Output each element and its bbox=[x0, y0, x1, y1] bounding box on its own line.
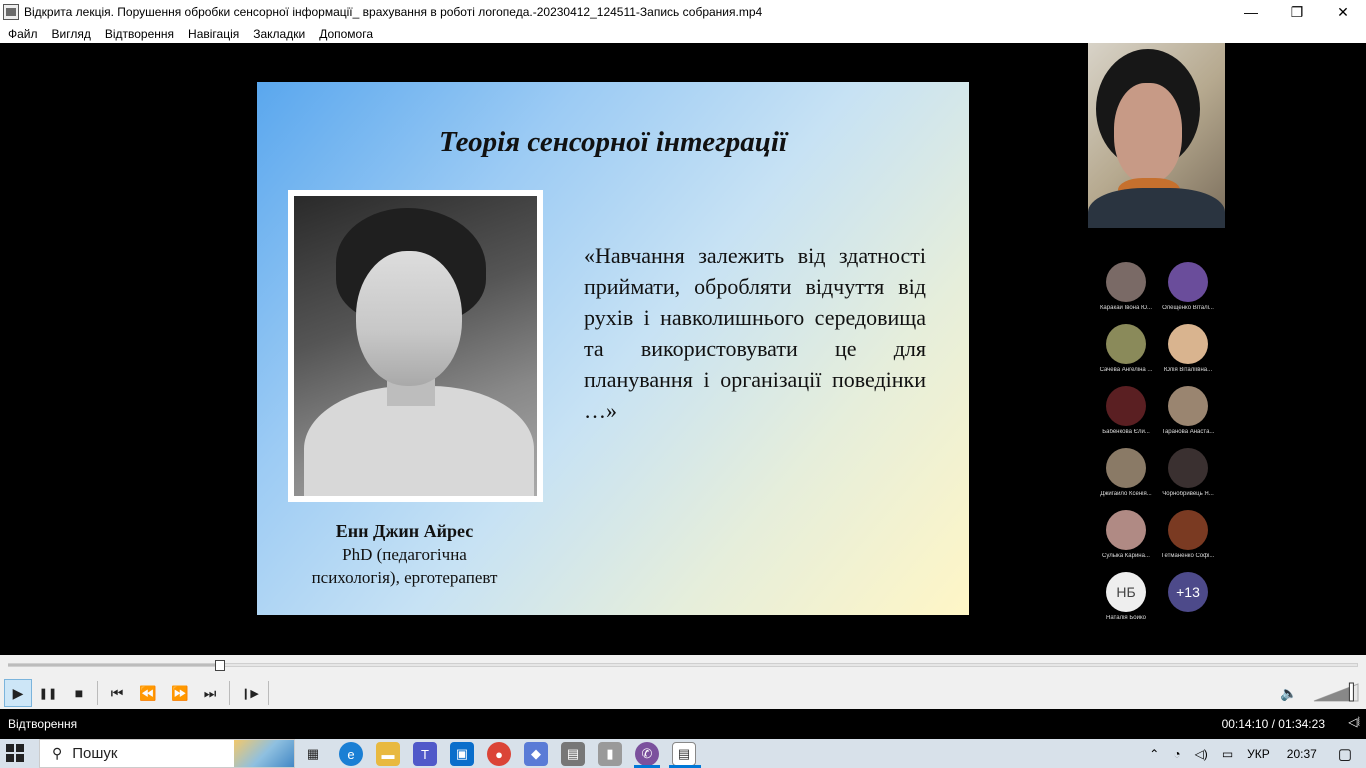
menu-view[interactable]: Вигляд bbox=[51, 26, 91, 41]
notifications-icon[interactable]: ▢ bbox=[1337, 745, 1352, 763]
slide-quote: «Навчання залежить від здатності приймати, обробляти відчуття від рухів і навколишнього середовища та використовувати це для планування і організації поведінки …» bbox=[584, 243, 926, 423]
title-bar bbox=[0, 0, 1366, 24]
volume-slider[interactable] bbox=[1312, 681, 1362, 705]
stop-button[interactable]: ■ bbox=[74, 685, 84, 701]
taskbar-search[interactable] bbox=[39, 739, 295, 768]
participant-avatar bbox=[1168, 386, 1208, 426]
portrait-caption bbox=[277, 520, 532, 589]
media-player-taskbar-icon[interactable]: ▤ bbox=[672, 742, 696, 766]
calculator-icon[interactable]: ▤ bbox=[561, 742, 585, 766]
participant-tile bbox=[1094, 510, 1158, 559]
battery-icon[interactable]: ▭ bbox=[1221, 746, 1234, 761]
network-icon[interactable]: ◔ bbox=[1173, 746, 1181, 761]
participant-name: Олещенко Віталі... bbox=[1162, 305, 1214, 311]
speaker-mute-icon[interactable]: ◁⦚ bbox=[1348, 715, 1360, 729]
more-participants-badge[interactable]: +13 bbox=[1168, 572, 1208, 612]
search-highlight-image bbox=[234, 740, 294, 768]
previous-button[interactable]: ⏮ bbox=[110, 684, 124, 701]
menu-navigation[interactable]: Навігація bbox=[188, 26, 240, 41]
system-tray bbox=[1142, 739, 1366, 768]
viber-icon[interactable]: ✆ bbox=[635, 742, 659, 766]
participant-avatar bbox=[1168, 262, 1208, 302]
participant-avatar: НБ bbox=[1106, 572, 1146, 612]
media-player-app-icon bbox=[3, 4, 19, 20]
participant-avatar bbox=[1106, 448, 1146, 488]
menu-file[interactable]: Файл bbox=[8, 26, 38, 41]
menu-playback[interactable]: Відтворення bbox=[104, 26, 175, 41]
restore-button[interactable]: ❐ bbox=[1290, 3, 1304, 20]
status-bar bbox=[0, 709, 1366, 739]
store-icon[interactable]: ▣ bbox=[450, 742, 474, 766]
participant-tile bbox=[1156, 386, 1220, 435]
file-explorer-icon[interactable]: ▬ bbox=[376, 742, 400, 766]
pause-button[interactable]: ❚❚ bbox=[38, 687, 58, 700]
seek-bar[interactable] bbox=[0, 655, 1366, 677]
participant-name: Сачева Ангеліна ... bbox=[1099, 367, 1153, 373]
participant-tile bbox=[1094, 572, 1158, 621]
fast-forward-button[interactable]: ⏩ bbox=[171, 684, 189, 701]
seek-thumb[interactable] bbox=[215, 660, 225, 671]
participant-name: Наталія Бойко bbox=[1106, 615, 1146, 621]
participant-avatar bbox=[1106, 324, 1146, 364]
chrome-icon[interactable]: ● bbox=[487, 742, 511, 766]
playback-controls bbox=[0, 677, 1366, 709]
clock[interactable]: 20:37 bbox=[1286, 746, 1317, 761]
participant-name: Чорнобривець Я... bbox=[1162, 491, 1214, 497]
search-icon: ⚲ bbox=[52, 745, 63, 761]
participant-name: Каракай Івона Ю... bbox=[1099, 305, 1153, 311]
participant-tile bbox=[1156, 510, 1220, 559]
participant-avatar bbox=[1168, 510, 1208, 550]
participant-avatar bbox=[1168, 448, 1208, 488]
participant-tile bbox=[1156, 324, 1220, 373]
participant-name: Таранова Анаста... bbox=[1161, 429, 1215, 435]
participant-avatar bbox=[1106, 510, 1146, 550]
caption-line-1: PhD (педагогічна bbox=[342, 545, 467, 564]
participant-name: Бабенкова Єли... bbox=[1102, 429, 1150, 435]
participant-avatar bbox=[1106, 386, 1146, 426]
frame-step-button[interactable]: ❙▶ bbox=[241, 687, 259, 700]
menu-help[interactable]: Допомога bbox=[319, 26, 374, 41]
teams-icon[interactable]: T bbox=[413, 742, 437, 766]
task-view-icon[interactable]: ▦ bbox=[306, 746, 320, 761]
participant-avatar bbox=[1168, 324, 1208, 364]
taskbar bbox=[0, 739, 1366, 768]
language-indicator[interactable]: УКР bbox=[1247, 746, 1270, 761]
next-button[interactable]: ⏭ bbox=[203, 684, 217, 701]
app-icon[interactable]: ◆ bbox=[524, 742, 548, 766]
usb-drive-icon[interactable]: ▮ bbox=[598, 742, 622, 766]
participant-tile bbox=[1094, 448, 1158, 497]
participant-tile bbox=[1094, 324, 1158, 373]
menu-bookmarks[interactable]: Закладки bbox=[253, 26, 306, 41]
menu-bar bbox=[0, 24, 1366, 43]
seek-fill bbox=[8, 664, 220, 666]
windows-start-icon[interactable] bbox=[6, 744, 26, 764]
caption-name: Енн Джин Айрес bbox=[335, 521, 474, 541]
participant-name: Юлія Віталіївна... bbox=[1163, 367, 1213, 373]
playback-state: Відтворення bbox=[8, 717, 78, 731]
time-display: 00:14:10 / 01:34:23 bbox=[1221, 717, 1325, 731]
participant-name: Сулыка Карина... bbox=[1102, 553, 1150, 559]
portrait-photo bbox=[288, 190, 543, 502]
close-button[interactable]: ✕ bbox=[1337, 3, 1349, 20]
participant-name: Гетманенко Софі... bbox=[1161, 553, 1215, 559]
minimize-button[interactable]: — bbox=[1244, 4, 1258, 20]
volume-tray-icon[interactable]: ◁) bbox=[1194, 746, 1208, 761]
slide-title: Теорія сенсорної інтеграції bbox=[438, 126, 788, 158]
chevron-up-icon[interactable]: ⌃ bbox=[1149, 746, 1160, 761]
rewind-button[interactable]: ⏪ bbox=[139, 684, 157, 701]
participant-tile bbox=[1094, 386, 1158, 435]
presentation-slide bbox=[257, 82, 969, 615]
speaker-video-tile bbox=[1088, 43, 1225, 228]
video-area[interactable] bbox=[0, 43, 1366, 655]
search-placeholder: Пошук bbox=[72, 745, 118, 762]
participant-avatar bbox=[1106, 262, 1146, 302]
participant-name: Джигайло Ксенія... bbox=[1100, 491, 1152, 497]
caption-line-2: психологія), ерготерапевт bbox=[311, 568, 498, 587]
window-controls bbox=[1228, 0, 1366, 24]
participant-tile bbox=[1156, 262, 1220, 311]
participant-tile bbox=[1094, 262, 1158, 311]
more-participants[interactable] bbox=[1156, 572, 1220, 615]
edge-icon[interactable]: e bbox=[339, 742, 363, 766]
window-title: Відкрита лекція. Порушення обробки сенсорної інформації_ врахування в роботі логопеда.-20230412_124511-Запись собрания.mp4 bbox=[24, 5, 763, 19]
participant-tile bbox=[1156, 448, 1220, 497]
play-button[interactable]: ▶ bbox=[4, 679, 32, 707]
volume-icon[interactable]: 🔈 bbox=[1280, 684, 1298, 701]
